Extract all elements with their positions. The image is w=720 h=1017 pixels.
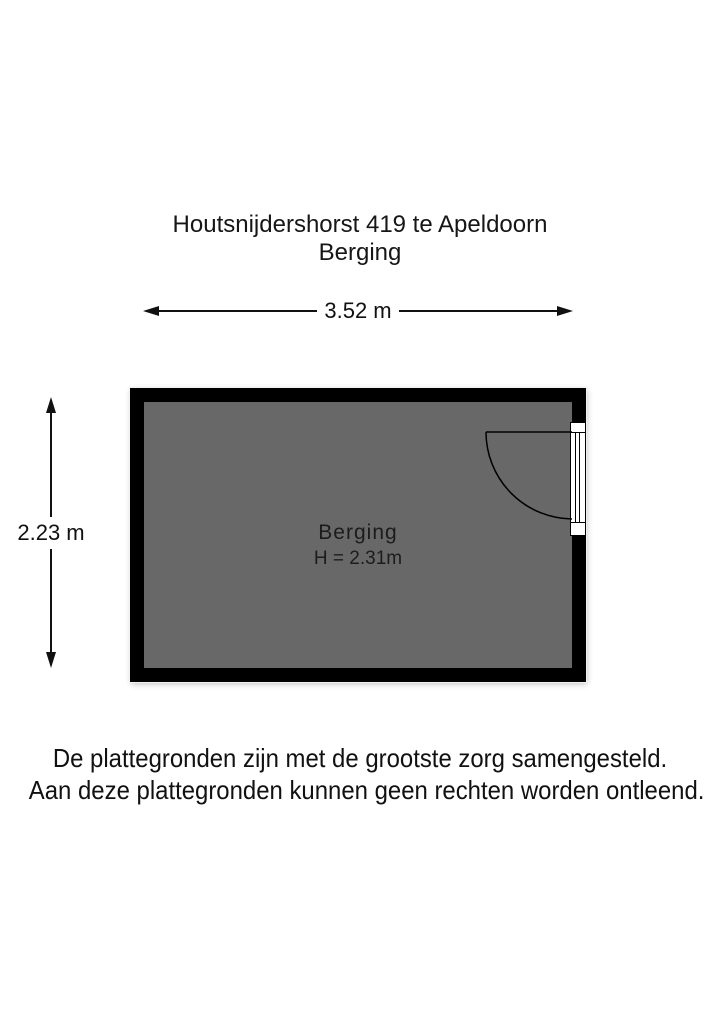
title-room: Berging — [318, 239, 402, 266]
disclaimer-line-2: Aan deze plattegronden kunnen geen rechten worden ontleend. — [28, 775, 705, 805]
door-swing-arc — [482, 428, 577, 523]
height-dimension-label: 2.23 m — [17, 519, 85, 545]
dimension-line — [399, 310, 557, 312]
height-dimension — [11, 397, 91, 668]
room-name-label: Berging — [318, 521, 398, 544]
disclaimer-line-1: De plattegronden zijn met de grootste zorg samengesteld. — [52, 743, 668, 773]
room-label — [130, 519, 586, 571]
arrow-down-icon — [46, 652, 56, 668]
arrow-left-icon — [143, 306, 159, 316]
dimension-line — [50, 413, 52, 517]
floorplan — [130, 388, 586, 682]
title-address: Houtsnijdershorst 419 te Apeldoorn — [172, 211, 548, 238]
arrow-up-icon — [46, 397, 56, 413]
disclaimer — [28, 742, 705, 806]
width-dimension — [143, 300, 573, 322]
arrow-right-icon — [557, 306, 573, 316]
dimension-line — [159, 310, 317, 312]
page-title — [0, 211, 720, 267]
width-dimension-label: 3.52 m — [324, 298, 392, 323]
door-panel-line — [579, 433, 580, 522]
room-height-label: H = 2.31m — [313, 548, 403, 569]
dimension-line — [50, 549, 52, 653]
